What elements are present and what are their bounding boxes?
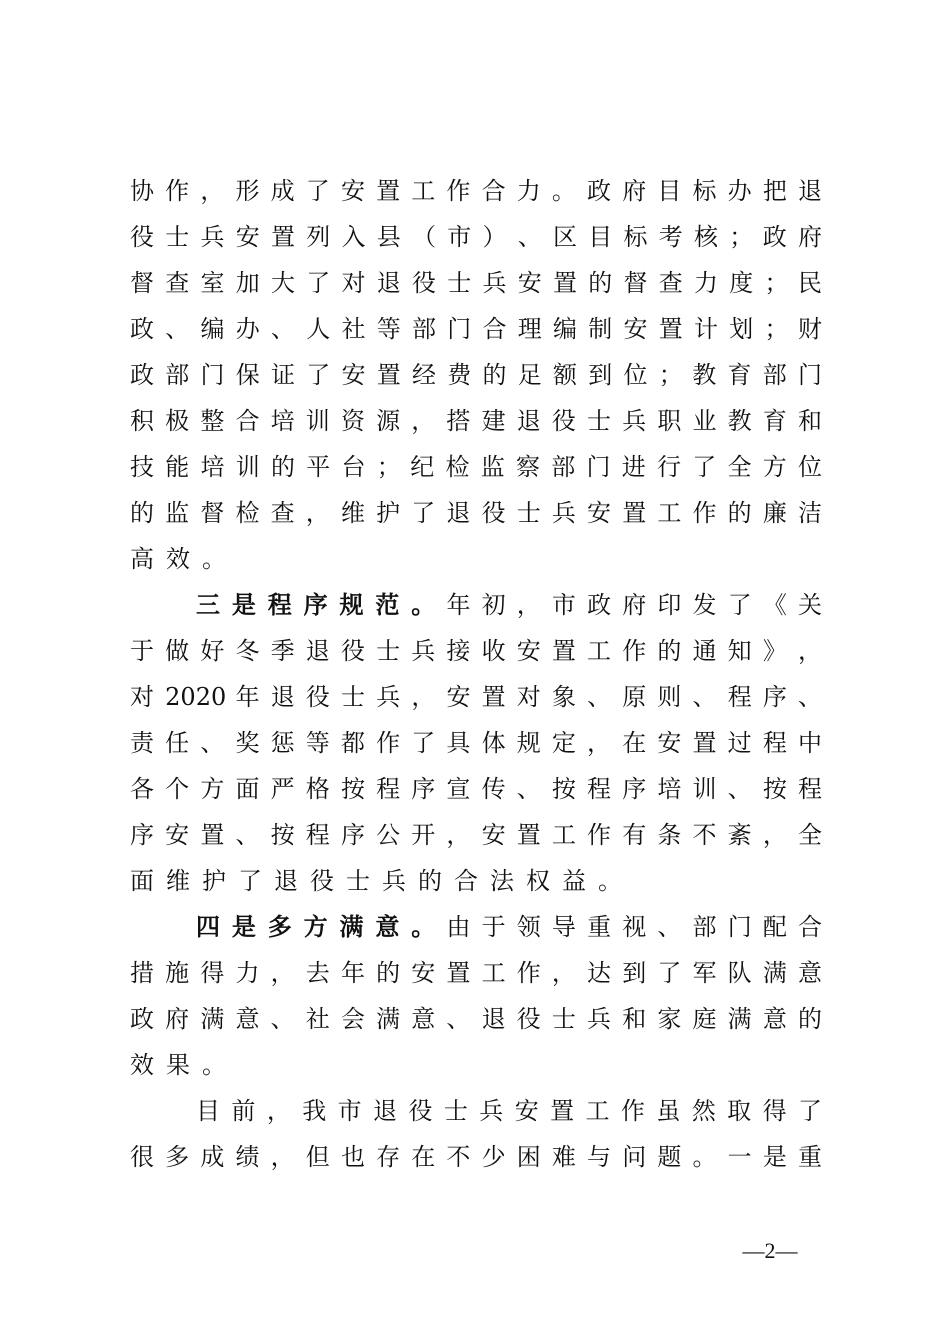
paragraph-first-line	[130, 582, 822, 628]
text-line: 积 极 整 合 培 训 资 源 ， 搭 建 退 役 士 兵 职 业 教 育 和	[130, 407, 822, 435]
text-line: 责 任 、 奖 惩 等 都 作 了 具 体 规 定 ， 在 安 置 过 程 中	[130, 729, 822, 757]
text-line: 于 做 好 冬 季 退 役 士 兵 接 收 安 置 工 作 的 通 知 》 ，	[130, 637, 822, 665]
text-line: 的 监 督 检 查 ， 维 护 了 退 役 士 兵 安 置 工 作 的 廉 洁	[130, 499, 822, 527]
text-line: 对 2020 年 退 役 士 兵 ， 安 置 对 象 、 原 则 、 程 序 、	[130, 683, 822, 711]
paragraph-first-line	[130, 904, 822, 950]
text-line: 高效。	[130, 545, 238, 573]
text-line: 督 查 室 加 大 了 对 退 役 士 兵 安 置 的 督 查 力 度 ； 民	[130, 269, 822, 297]
text-line: 役 士 兵 安 置 列 入 县 （ 市 ） 、 区 目 标 考 核 ； 政 府	[130, 223, 822, 251]
text-line: 政 府 满 意 、 社 会 满 意 、 退 役 士 兵 和 家 庭 满 意 的	[130, 1005, 822, 1033]
text-line: 面维护了退役士兵的合法权益。	[130, 867, 634, 895]
paragraph-heading: 四 是 多 方 满 意 。	[196, 912, 438, 941]
text-line: 很 多 成 绩 ， 但 也 存 在 不 少 困 难 与 问 题 。 一 是 重	[130, 1143, 822, 1171]
page-number: —2—	[742, 1238, 798, 1263]
text-line: 措 施 得 力 ， 去 年 的 安 置 工 作 ， 达 到 了 军 队 满 意	[130, 959, 822, 987]
paragraph-heading: 三 是 程 序 规 范 。	[196, 590, 438, 619]
text-line: 政 、 编 办 、 人 社 等 部 门 合 理 编 制 安 置 计 划 ； 财	[130, 315, 822, 343]
text-line: 技 能 培 训 的 平 台 ； 纪 检 监 察 部 门 进 行 了 全 方 位	[130, 453, 822, 481]
document-body	[130, 168, 822, 1180]
paragraph-text: 年 初 ， 市 政 府 印 发 了 《 关	[437, 591, 822, 619]
paragraph-text: 由 于 领 导 重 视 、 部 门 配 合	[437, 913, 822, 941]
text-line: 各 个 方 面 严 格 按 程 序 宣 传 、 按 程 序 培 训 、 按 程	[130, 775, 822, 803]
text-line: 政 部 门 保 证 了 安 置 经 费 的 足 额 到 位 ； 教 育 部 门	[130, 361, 822, 389]
paragraph-first-line: 目 前 ， 我 市 退 役 士 兵 安 置 工 作 虽 然 取 得 了	[196, 1097, 822, 1125]
text-line: 协 作 ， 形 成 了 安 置 工 作 合 力 。 政 府 目 标 办 把 退	[130, 177, 822, 205]
text-line: 效果。	[130, 1051, 238, 1079]
text-line: 序 安 置 、 按 程 序 公 开 ， 安 置 工 作 有 条 不 紊 ， 全	[130, 821, 822, 849]
